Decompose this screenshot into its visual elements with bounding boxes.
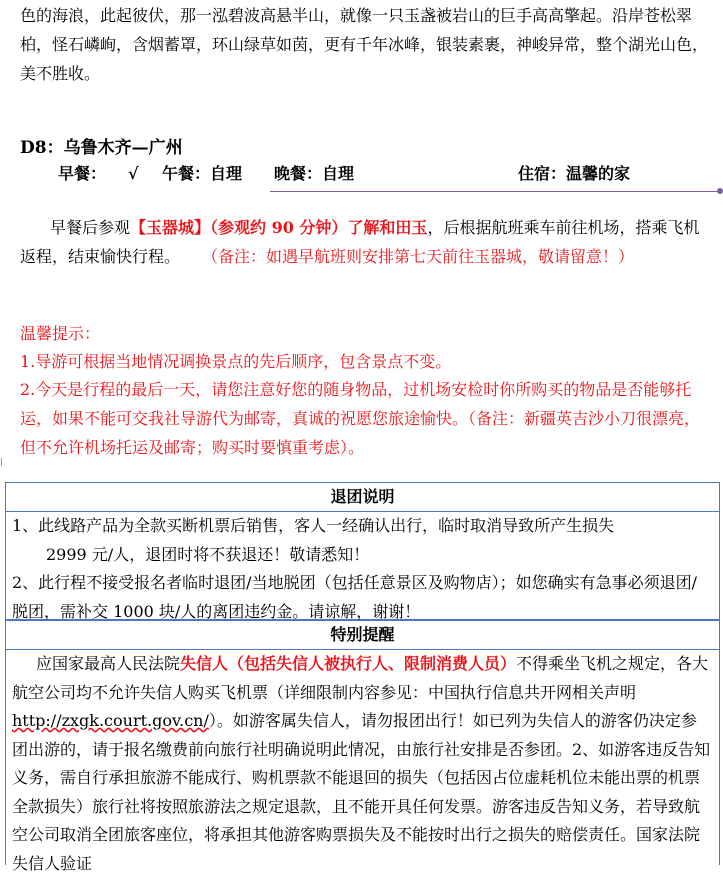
itinerary-note: （备注：如遇早航班则安排第七天前往玉器城，敬请留意！） [210,247,635,266]
special-lead: 应国家最高人民法院 [36,654,181,673]
intro-paragraph: 色的海浪，此起彼伏，那一泓碧波高悬半山，就像一只玉盏被岩山的巨手高高擎起。沿岸苍松翠柏，怪石嶙峋，含烟蓄罩，环山绿草如茵，更有千年冰峰，银装素裹，神峻异常，整个湖光山色，美不胜收。 [20,6,709,83]
tips-title: 温馨提示： [20,324,101,343]
special-heading: 特别提醒 [6,621,719,650]
itinerary-highlight: 【玉器城】（参观约 90 分钟）了解和田玉 [130,218,428,237]
day-title: D8：乌鲁木齐—广州 [20,138,183,158]
itinerary-lead: 早餐后参观 [50,218,131,237]
meal-info-row [58,160,718,188]
refund-heading: 退团说明 [6,483,719,512]
special-text-b: ）。如游客属失信人，请勿报团出行！如已列为失信人的游客仍决定参团出游的，请于报名缴费前向旅行社明确说明此情况，由旅行社安排是否参团。2、如游客违反告知义务，需自行承担旅游不能成行、购机票款不能退回的损失（包括因占位虚耗机位未能出票的机票全款损失）旅行社将按照旅游法之规定退款，且不能开具任何发票。游客违反告知义务，若导致航空公司取消全团旅客座位，将承担其他游客购票损失及不能按时出行之损失的赔偿责任。国家法院失信人验证 [12,711,711,873]
tip-item-1: 1.导游可根据当地情况调换景点的先后顺序，包含景点不变。 [20,352,452,371]
divider-end-dot [717,188,723,194]
court-url-link[interactable]: http://zxgk.court.gov.cn/ [12,711,209,730]
refund-item-1-cont: 2999 元/人，退团时将不获退还！敬请悉知！ [46,544,370,564]
lunch-info: 午餐：自理 [162,164,243,183]
special-text-a: 不得乘坐飞机之规定，各大航空公司均不允许失信人购买飞机票（详细限制内容参见：中国执行信息共开网相关声明 [12,654,709,702]
refund-item-2: 2、此行程不接受报名者临时退团/当地脱团（包括任意景区及购物店）；如您确实有急事必须退团/脱团，需补交 1000 块/人的离团违约金。请谅解，谢谢！ [12,573,697,621]
dinner-info: 晚餐：自理 [274,164,355,183]
breakfast-label: 早餐： [58,164,107,183]
special-highlight: 失信人（包括失信人被执行人、限制消费人员） [180,654,517,673]
special-text [6,650,719,878]
tip-item-2: 2.今天是行程的最后一天，请您注意好您的随身物品，过机场安检时你所购买的物品是否能够托运，如果不能可交我社导游代为邮寄，真诚的祝愿您旅途愉快。（备注：新疆英吉沙小刀很漂亮，但不允许机场托运及邮寄；购买时要慎重考虑）。 [20,380,701,457]
special-reminder-box [5,620,720,873]
margin-marker [1,458,5,466]
refund-notice-box [5,482,720,620]
lodging-info: 住宿：温馨的家 [518,164,631,183]
breakfast-check: √ [128,164,139,183]
itinerary-rest: ，后根据航班乘车前往机场，搭乘飞机返程，结束愉快行程。 [20,218,700,266]
meal-divider-line [270,191,720,192]
refund-item-1: 1、此线路产品为全款买断机票后销售，客人一经确认出行，临时取消导致所产生损失 [12,516,615,535]
itinerary-paragraph [20,213,710,271]
